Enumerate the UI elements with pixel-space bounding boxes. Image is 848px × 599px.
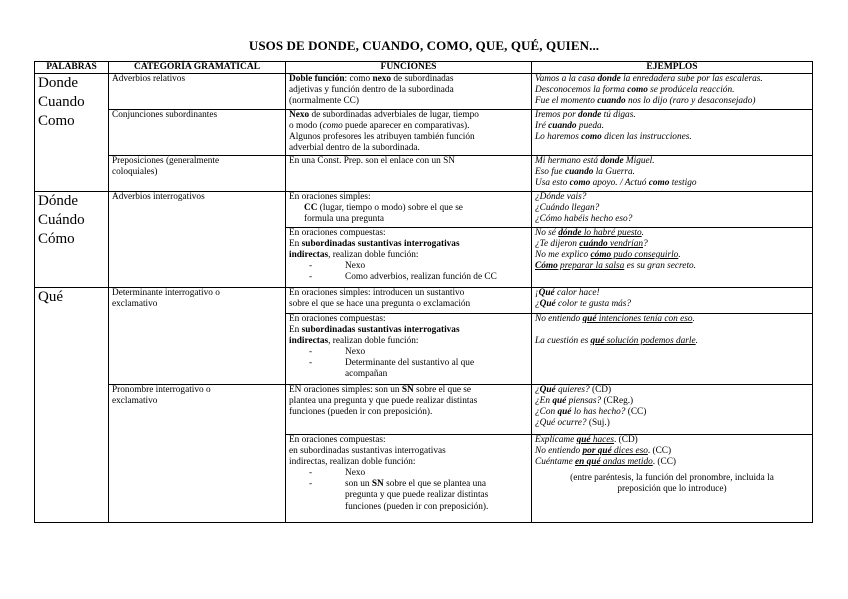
- examples-cell: No sé dónde lo habré puesto. ¿Te dijeron cuándo vendrían? No me explico cómo pudo conseguirlo. Cómo preparar la salsa es su gran secreto.: [532, 228, 813, 288]
- function-cell: En una Const. Prep. son el enlace con un SN: [286, 156, 532, 192]
- page-title: USOS DE DONDE, CUANDO, COMO, QUE, QUÉ, QUIEN...: [248, 38, 600, 53]
- category-cell: Adverbios relativos: [109, 74, 286, 110]
- examples-cell: ¿Dónde vais? ¿Cuándo llegan? ¿Cómo habéis hecho eso?: [532, 192, 813, 228]
- examples-cell: No entiendo qué intenciones tenía con eso. La cuestión es qué solución podemos darle.: [532, 314, 813, 385]
- examples-cell: Mi hermano está donde Miguel. Eso fue cuando la Guerra. Usa esto como apoyo. / Actuó como testigo: [532, 156, 813, 192]
- note-text: (entre paréntesis, la función del pronombre, incluida la preposición que lo introduce): [570, 473, 774, 495]
- header-funciones: FUNCIONES: [286, 62, 532, 74]
- table-row: [35, 385, 813, 435]
- function-cell: En oraciones compuestas: En subordinadas sustantivas interrogativas indirectas, realizan doble función: - Nexo - Determinante del sustantivo al que acompañan: [286, 314, 532, 385]
- header-palabras: PALABRAS: [35, 62, 109, 74]
- word-cuando-accent: Cuándo: [38, 212, 85, 228]
- header-row: [35, 62, 813, 74]
- word-como-accent: Cómo: [38, 231, 75, 247]
- category-cell: Pronombre interrogativo o exclamativo: [109, 385, 286, 523]
- bold-term: nexo: [372, 74, 392, 84]
- word-donde: Donde: [38, 75, 78, 91]
- usage-table: [34, 61, 813, 523]
- function-cell: EN oraciones simples: son un SN sobre el que se plantea una pregunta y que puede realizar distintas funciones (pueden ir con preposición).: [286, 385, 532, 435]
- function-cell: En oraciones compuestas: en subordinadas sustantivas interrogativas indirectas, realizan doble función: - Nexo - son un SN sobre el que se plantea una pregunta y que puede realizar distintas funciones (pueden ir con preposición).: [286, 435, 532, 523]
- category-cell: Conjunciones subordinantes: [109, 110, 286, 156]
- word-cuando: Cuando: [38, 94, 85, 110]
- function-cell: Doble función: como nexo de subordinadas adjetivas y función dentro de la subordinada (normalmente CC): [286, 74, 532, 110]
- table-row: [35, 74, 813, 110]
- header-ejemplos: EJEMPLOS: [532, 62, 813, 74]
- table-row: [35, 288, 813, 314]
- examples-cell: Iremos por donde tú digas. Iré cuando pueda. Lo haremos como dicen las instrucciones.: [532, 110, 813, 156]
- table-row: [35, 156, 813, 192]
- word-que-accent: Qué: [35, 288, 109, 523]
- category-cell: Preposiciones (generalmente coloquiales): [109, 156, 286, 192]
- function-cell: En oraciones simples: introducen un sustantivo sobre el que se hace una pregunta o exclamación: [286, 288, 532, 314]
- word-como: Como: [38, 113, 75, 129]
- table-row: [35, 192, 813, 228]
- function-cell: En oraciones simples: CC (lugar, tiempo o modo) sobre el que se formula una pregunta: [286, 192, 532, 228]
- header-categoria: CATEGORÍA GRAMATICAL: [109, 62, 286, 74]
- word-donde-accent: Dónde: [38, 193, 78, 209]
- function-cell: Nexo de subordinadas adverbiales de lugar, tiempo o modo (como puede aparecer en comparativas). Algunos profesores les atribuyen también función adverbial dentro de la subordinada.: [286, 110, 532, 156]
- examples-cell: Vamos a la casa donde la enredadera sube por las escaleras. Desconocemos la forma como se prodúcela reacción. Fue el momento cuando nos lo dijo (raro y desaconsejado): [532, 74, 813, 110]
- examples-cell: ¡Qué calor hace! ¿Qué color te gusta más?: [532, 288, 813, 314]
- words-donde-cuando-como-accented: [35, 192, 109, 288]
- bold-term: Doble función: [289, 74, 345, 84]
- examples-cell: ¿Qué quieres? (CD) ¿En qué piensas? (CReg.) ¿Con qué lo has hecho? (CC) ¿Qué ocurre? (Suj.): [532, 385, 813, 435]
- examples-cell: Explícame qué haces. (CD) No entiendo por qué dices eso. (CC) Cuéntame en qué andas metido. (CC) (entre paréntesis, la función del pronombre, incluida la preposición que lo introduce): [532, 435, 813, 523]
- table-row: [35, 110, 813, 156]
- category-cell: Determinante interrogativo o exclamativo: [109, 288, 286, 385]
- category-cell: Adverbios interrogativos: [109, 192, 286, 288]
- function-cell: En oraciones compuestas: En subordinadas sustantivas interrogativas indirectas, realizan doble función: - Nexo - Como adverbios, realizan función de CC: [286, 228, 532, 288]
- words-donde-cuando-como: [35, 74, 109, 192]
